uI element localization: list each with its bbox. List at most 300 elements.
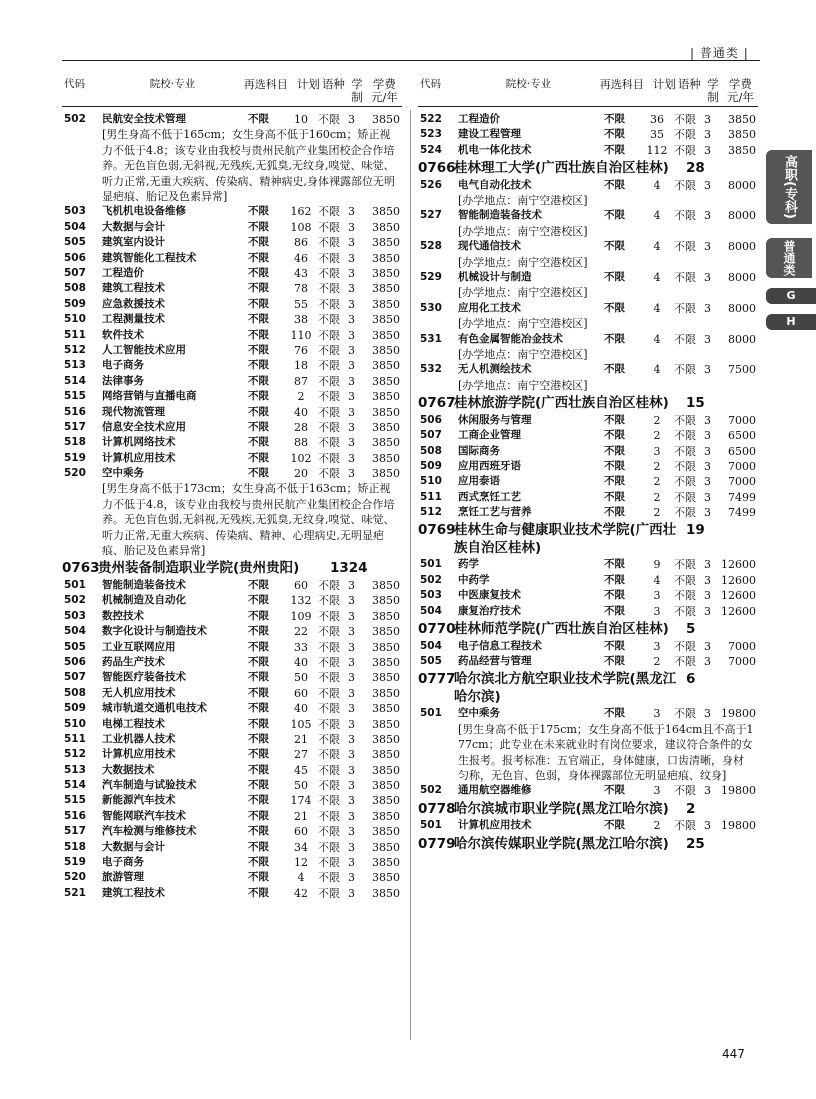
program-row — [62, 686, 402, 701]
language: 不限 — [674, 413, 696, 427]
program-name: 工商企业管理 — [458, 429, 521, 442]
program-code: 509 — [420, 459, 442, 472]
study-years: 3 — [704, 301, 711, 315]
study-years: 3 — [704, 604, 711, 618]
study-years: 3 — [348, 313, 355, 327]
plan-count: 43 — [294, 266, 308, 280]
tuition-fee: 3850 — [372, 779, 400, 793]
tuition-fee: 8000 — [728, 178, 756, 192]
plan-count: 2 — [653, 459, 661, 473]
program-row — [62, 405, 402, 420]
subject-requirement: 不限 — [248, 702, 269, 715]
program-name: 国际商务 — [458, 444, 500, 457]
tuition-fee: 6500 — [728, 429, 756, 443]
institution-plan: 25 — [686, 835, 705, 852]
program-row — [418, 818, 758, 833]
language: 不限 — [318, 266, 340, 280]
tuition-fee: 8000 — [728, 271, 756, 285]
program-code: 501 — [64, 578, 86, 591]
tuition-fee: 7000 — [728, 639, 756, 653]
subject-requirement: 不限 — [248, 594, 269, 607]
program-name: 空中乘务 — [102, 467, 144, 480]
program-code: 531 — [420, 332, 442, 345]
program-name: 休闲服务与管理 — [458, 413, 532, 426]
program-code: 518 — [64, 840, 86, 853]
plan-count: 38 — [294, 313, 308, 327]
study-years: 3 — [348, 282, 355, 296]
plan-count: 28 — [294, 420, 308, 434]
study-years: 3 — [348, 640, 355, 654]
study-years: 3 — [348, 236, 355, 250]
plan-count: 27 — [294, 748, 308, 762]
plan-count: 108 — [290, 220, 312, 234]
study-years: 3 — [704, 654, 711, 668]
program-name: 应用化工技术 — [458, 301, 521, 314]
subject-requirement: 不限 — [604, 143, 625, 156]
program-name: 汽车检测与维修技术 — [102, 825, 197, 838]
tuition-fee: 3850 — [728, 143, 756, 157]
subject-requirement: 不限 — [604, 558, 625, 571]
study-years: 3 — [348, 655, 355, 669]
study-years: 3 — [348, 748, 355, 762]
program-name: 机械制造及自动化 — [102, 594, 186, 607]
program-row — [62, 778, 402, 793]
tuition-fee: 3850 — [372, 451, 400, 465]
tuition-fee: 3850 — [372, 359, 400, 373]
program-row — [418, 588, 758, 603]
tuition-fee: 8000 — [728, 240, 756, 254]
program-row — [418, 573, 758, 588]
language: 不限 — [318, 886, 340, 900]
subject-requirement: 不限 — [248, 328, 269, 341]
subject-requirement: 不限 — [604, 589, 625, 602]
program-row — [62, 451, 402, 466]
subject-requirement: 不限 — [248, 886, 269, 899]
language: 不限 — [318, 625, 340, 639]
tuition-fee: 3850 — [372, 748, 400, 762]
subject-requirement: 不限 — [604, 301, 625, 314]
program-row — [62, 793, 402, 808]
program-row — [418, 557, 758, 572]
program-row — [62, 204, 402, 219]
plan-count: 162 — [290, 205, 312, 219]
program-name: 药品经营与管理 — [458, 654, 532, 667]
tuition-fee: 3850 — [372, 578, 400, 592]
institution-heading — [418, 801, 758, 819]
program-row — [418, 706, 758, 721]
language: 不限 — [674, 301, 696, 315]
study-years: 3 — [348, 671, 355, 685]
program-code: 529 — [420, 271, 442, 284]
program-row — [62, 886, 402, 901]
subject-requirement: 不限 — [248, 343, 269, 356]
tuition-fee: 3850 — [372, 609, 400, 623]
program-code: 514 — [64, 779, 86, 792]
language: 不限 — [318, 840, 340, 854]
language: 不限 — [318, 655, 340, 669]
tuition-fee: 3850 — [372, 856, 400, 870]
study-years: 3 — [348, 113, 355, 126]
program-name: 人工智能技术应用 — [102, 343, 186, 356]
tab-general[interactable]: 普通类 — [766, 238, 812, 278]
program-code: 504 — [64, 625, 86, 638]
program-name: 中医康复技术 — [458, 589, 521, 602]
language: 不限 — [318, 313, 340, 327]
subject-requirement: 不限 — [248, 748, 269, 761]
tuition-fee: 3850 — [372, 113, 400, 126]
program-code: 504 — [420, 604, 442, 617]
tuition-fee: 7499 — [728, 490, 756, 504]
program-row — [62, 593, 402, 608]
tuition-fee: 7500 — [728, 363, 756, 377]
study-years: 3 — [348, 809, 355, 823]
tuition-fee: 8000 — [728, 301, 756, 315]
institution-name: 哈尔滨传媒职业学院(黑龙江哈尔滨) — [454, 835, 669, 852]
language: 不限 — [318, 282, 340, 296]
plan-count: 20 — [294, 467, 308, 481]
plan-count: 4 — [653, 332, 661, 346]
program-row — [62, 747, 402, 762]
institution-plan: 5 — [686, 621, 696, 638]
plan-count: 2 — [653, 413, 661, 427]
plan-count: 3 — [653, 604, 661, 618]
plan-count: 3 — [653, 639, 661, 653]
language: 不限 — [674, 589, 696, 603]
program-row — [62, 763, 402, 778]
tab-vocational[interactable]: 高职(专科) — [766, 150, 812, 224]
program-row — [62, 374, 402, 389]
subject-requirement: 不限 — [248, 794, 269, 807]
language: 不限 — [674, 459, 696, 473]
institution-plan: 6 — [686, 671, 696, 688]
subject-requirement: 不限 — [248, 625, 269, 638]
plan-count: 4 — [653, 209, 661, 223]
subject-requirement: 不限 — [604, 819, 625, 832]
program-code: 532 — [420, 363, 442, 376]
language: 不限 — [318, 390, 340, 404]
program-name: 建设工程管理 — [458, 128, 521, 141]
study-years: 3 — [704, 573, 711, 587]
tuition-fee: 3850 — [372, 732, 400, 746]
program-name: 飞机机电设备维修 — [102, 205, 186, 218]
language: 不限 — [318, 856, 340, 870]
column-divider — [410, 110, 411, 1040]
subject-requirement: 不限 — [248, 390, 269, 403]
subject-requirement: 不限 — [248, 578, 269, 591]
subject-requirement: 不限 — [604, 707, 625, 720]
hdr-req: 再选科目 — [599, 78, 644, 91]
institution-plan: 2 — [686, 800, 696, 817]
language: 不限 — [318, 420, 340, 434]
study-years: 3 — [704, 271, 711, 285]
program-code: 503 — [64, 609, 86, 622]
language: 不限 — [318, 205, 340, 219]
program-note: [办学地点：南宁空港校区] — [458, 255, 588, 269]
subject-requirement: 不限 — [248, 763, 269, 776]
program-row — [62, 466, 402, 481]
program-note: [办学地点：南宁空港校区] — [458, 224, 588, 238]
program-name: 大数据技术 — [102, 763, 155, 776]
language: 不限 — [674, 707, 696, 721]
plan-count: 2 — [653, 429, 661, 443]
plan-count: 18 — [294, 359, 308, 373]
program-row — [62, 343, 402, 358]
plan-count: 2 — [653, 819, 661, 833]
language: 不限 — [318, 748, 340, 762]
program-code: 507 — [420, 429, 442, 442]
tuition-fee: 12600 — [721, 573, 756, 587]
program-code: 517 — [64, 825, 86, 838]
study-years: 3 — [348, 359, 355, 373]
subject-requirement: 不限 — [248, 809, 269, 822]
program-code: 528 — [420, 240, 442, 253]
study-years: 3 — [348, 220, 355, 234]
program-name: 计算机网络技术 — [102, 436, 176, 449]
program-name: 大数据与会计 — [102, 220, 165, 233]
subject-requirement: 不限 — [604, 332, 625, 345]
program-code: 526 — [420, 178, 442, 191]
subject-requirement: 不限 — [604, 240, 625, 253]
language: 不限 — [318, 328, 340, 342]
plan-count: 88 — [294, 436, 308, 450]
subject-requirement: 不限 — [604, 506, 625, 519]
tab-h[interactable]: H — [766, 314, 816, 330]
program-code: 502 — [64, 594, 86, 607]
plan-count: 42 — [294, 886, 308, 900]
study-years: 3 — [348, 594, 355, 608]
hdr-plan: 计划 — [296, 77, 320, 91]
program-row — [418, 239, 758, 254]
tuition-fee: 3850 — [372, 686, 400, 700]
program-name: 智能网联汽车技术 — [102, 809, 186, 822]
program-code: 509 — [64, 297, 86, 310]
institution-plan: 15 — [686, 395, 705, 412]
language: 不限 — [318, 374, 340, 388]
study-years: 3 — [348, 374, 355, 388]
program-row — [418, 604, 758, 619]
program-code: 510 — [420, 475, 442, 488]
institution-name: 桂林生命与健康职业技术学院(广西壮族自治区桂林) — [454, 522, 677, 556]
program-code: 505 — [420, 654, 442, 667]
tuition-fee: 3850 — [372, 467, 400, 481]
tuition-fee: 3850 — [728, 128, 756, 142]
program-code: 524 — [420, 143, 442, 156]
plan-count: 60 — [294, 686, 308, 700]
category-tag: | 普通类 | — [690, 46, 749, 60]
tab-g[interactable]: G — [766, 288, 816, 304]
study-years: 3 — [704, 209, 711, 223]
subject-requirement: 不限 — [248, 467, 269, 480]
program-name: 有色金属智能冶金技术 — [458, 332, 563, 345]
program-code: 507 — [64, 671, 86, 684]
study-years: 3 — [704, 413, 711, 427]
language: 不限 — [318, 236, 340, 250]
program-name: 电子商务 — [102, 359, 144, 372]
study-years: 3 — [704, 459, 711, 473]
study-years: 3 — [704, 475, 711, 489]
plan-count: 33 — [294, 640, 308, 654]
plan-count: 78 — [294, 282, 308, 296]
program-row — [62, 358, 402, 373]
right-column — [418, 78, 758, 853]
institution-code: 0778 — [418, 800, 456, 817]
program-row — [62, 732, 402, 747]
program-row — [62, 809, 402, 824]
hdr-name: 院校·专业 — [505, 78, 552, 90]
institution-heading — [62, 560, 402, 578]
program-row — [418, 428, 758, 443]
subject-requirement: 不限 — [604, 573, 625, 586]
subject-requirement: 不限 — [248, 609, 269, 622]
subject-requirement: 不限 — [248, 671, 269, 684]
program-code: 512 — [64, 343, 86, 356]
program-name: 应用泰语 — [458, 475, 500, 488]
subject-requirement: 不限 — [248, 359, 269, 372]
program-name: 城市轨道交通机电技术 — [102, 702, 207, 715]
study-years: 3 — [348, 266, 355, 280]
program-name: 网络营销与直播电商 — [102, 390, 197, 403]
plan-count: 2 — [297, 390, 305, 404]
study-years: 3 — [348, 405, 355, 419]
plan-count: 10 — [294, 113, 308, 126]
study-years: 3 — [348, 451, 355, 465]
program-name: 计算机应用技术 — [102, 451, 176, 464]
top-rule — [62, 60, 760, 61]
program-code: 502 — [420, 573, 442, 586]
subject-requirement: 不限 — [248, 655, 269, 668]
program-name: 西式烹饪工艺 — [458, 490, 521, 503]
study-years: 3 — [348, 251, 355, 265]
study-years: 3 — [348, 205, 355, 219]
language: 不限 — [674, 429, 696, 443]
institution-heading — [418, 395, 758, 413]
plan-count: 3 — [653, 707, 661, 721]
plan-count: 22 — [294, 625, 308, 639]
plan-count: 21 — [294, 809, 308, 823]
program-name: 药学 — [458, 558, 479, 571]
subject-requirement: 不限 — [604, 413, 625, 426]
plan-count: 132 — [290, 594, 312, 608]
institution-code: 0777 — [418, 671, 456, 688]
program-code: 516 — [64, 809, 86, 822]
program-note: [办学地点：南宁空港校区] — [458, 378, 588, 392]
tuition-fee: 8000 — [728, 332, 756, 346]
tuition-fee: 3850 — [372, 266, 400, 280]
tuition-fee: 3850 — [372, 671, 400, 685]
subject-requirement: 不限 — [604, 654, 625, 667]
language: 不限 — [318, 671, 340, 685]
program-code: 517 — [64, 420, 86, 433]
plan-count: 3 — [653, 444, 661, 458]
program-row — [418, 301, 758, 316]
program-name: 通用航空器维修 — [458, 784, 532, 797]
left-column — [62, 78, 402, 901]
language: 不限 — [674, 490, 696, 504]
institution-plan: 1324 — [330, 560, 368, 577]
hdr-fee: 学费元/年 — [726, 77, 754, 104]
program-row — [62, 420, 402, 435]
language: 不限 — [318, 609, 340, 623]
study-years: 3 — [348, 328, 355, 342]
subject-requirement: 不限 — [248, 220, 269, 233]
subject-requirement: 不限 — [248, 282, 269, 295]
study-years: 3 — [704, 784, 711, 798]
tuition-fee: 3850 — [372, 390, 400, 404]
plan-count: 60 — [294, 578, 308, 592]
study-years: 3 — [348, 686, 355, 700]
program-code: 519 — [64, 451, 86, 464]
tuition-fee: 3850 — [372, 809, 400, 823]
subject-requirement: 不限 — [604, 209, 625, 222]
subject-requirement: 不限 — [604, 363, 625, 376]
hdr-code: 代码 — [64, 78, 85, 90]
tuition-fee: 19800 — [721, 784, 756, 798]
program-row — [418, 332, 758, 347]
plan-count: 3 — [653, 784, 661, 798]
plan-count: 4 — [653, 573, 661, 587]
tuition-fee: 7000 — [728, 654, 756, 668]
program-name: 康复治疗技术 — [458, 604, 521, 617]
program-row — [62, 670, 402, 685]
study-years: 3 — [704, 178, 711, 192]
tuition-fee: 3850 — [728, 113, 756, 126]
language: 不限 — [674, 143, 696, 157]
tuition-fee: 3850 — [372, 236, 400, 250]
study-years: 3 — [348, 763, 355, 777]
program-name: 应急救援技术 — [102, 297, 165, 310]
program-name: 智能制造装备技术 — [458, 209, 542, 222]
program-code: 508 — [64, 282, 86, 295]
institution-plan: 19 — [686, 522, 705, 539]
program-row — [62, 701, 402, 716]
program-name: 烹饪工艺与营养 — [458, 506, 532, 519]
program-name: 机械设计与制造 — [458, 271, 532, 284]
plan-count: 86 — [294, 236, 308, 250]
program-code: 520 — [64, 467, 86, 480]
program-name: 汽车制造与试验技术 — [102, 779, 197, 792]
hdr-sys: 学制 — [707, 77, 719, 104]
subject-requirement: 不限 — [248, 732, 269, 745]
plan-count: 36 — [650, 113, 664, 126]
language: 不限 — [674, 128, 696, 142]
institution-code: 0767 — [418, 395, 456, 412]
program-row — [418, 490, 758, 505]
program-name: 工程造价 — [102, 266, 144, 279]
program-row — [418, 208, 758, 223]
program-row — [418, 143, 758, 158]
language: 不限 — [318, 220, 340, 234]
tuition-fee: 3850 — [372, 251, 400, 265]
plan-count: 4 — [653, 240, 661, 254]
tuition-fee: 8000 — [728, 209, 756, 223]
tuition-fee: 12600 — [721, 558, 756, 572]
institution-code: 0766 — [418, 160, 456, 177]
program-code: 513 — [64, 359, 86, 372]
tuition-fee: 3850 — [372, 220, 400, 234]
language: 不限 — [318, 405, 340, 419]
institution-heading — [418, 621, 758, 639]
language: 不限 — [674, 573, 696, 587]
program-row — [418, 444, 758, 459]
right-table-body — [418, 112, 758, 853]
language: 不限 — [674, 819, 696, 833]
subject-requirement: 不限 — [604, 113, 625, 125]
institution-heading — [418, 836, 758, 854]
study-years: 3 — [348, 420, 355, 434]
study-years: 3 — [348, 825, 355, 839]
subject-requirement: 不限 — [604, 178, 625, 191]
institution-code: 0779 — [418, 835, 456, 852]
